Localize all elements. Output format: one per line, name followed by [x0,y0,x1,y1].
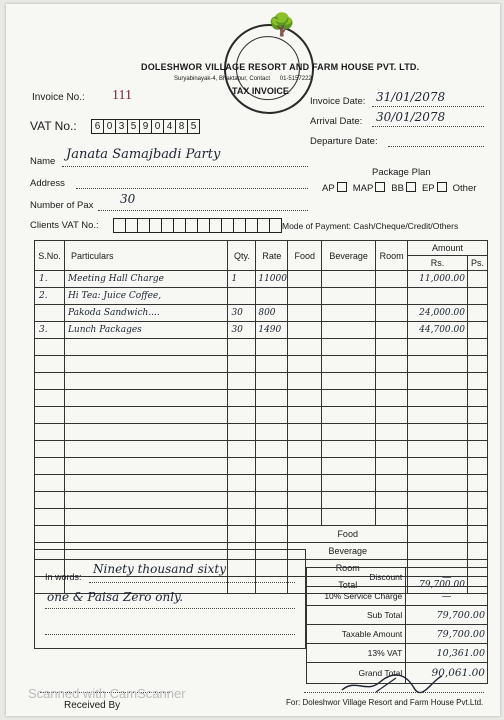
scanner-watermark: Scanned with CamScanner [28,686,186,701]
col-food: Food [288,241,322,271]
plan-bb-checkbox[interactable] [406,182,416,192]
for-company: For: Doleshwor Village Resort and Farm House Pvt.Ltd. [286,698,484,707]
pax-value: 30 [120,192,136,206]
arrival-date-value: 30/01/2078 [376,110,446,124]
invoice-no-label: Invoice No.: [32,92,85,103]
col-particulars: Particulars [64,241,228,271]
company-name: DOLESHWOR VILLAGE RESORT AND FARM HOUSE PVT. LTD. [141,62,420,72]
package-plan-label: Package Plan [372,167,431,178]
discount-row: Discount — [307,568,488,587]
address-label: Address [30,178,65,189]
table-row: 3. Lunch Packages 30 1490 44,700.00 [35,322,488,339]
in-words-label: In words: [45,572,82,582]
summary-row-beverage: Beverage [35,543,488,560]
summary-row-total: Total 79,700.00 [35,577,488,594]
totals-table [306,567,488,684]
clients-vat-label: Clients VAT No.: [30,220,99,231]
col-ps: Ps. [467,256,487,271]
summary-row-room: Room [35,560,488,577]
departure-date-label: Departure Date: [310,136,378,147]
table-row: 1. Meeting Hall Charge 1 11000 11,000.00 [35,271,488,288]
items-table [34,240,488,594]
summary-row-food: Food [35,526,488,543]
stamp-title: TAX INVOICE [232,86,289,96]
received-by: Received By [64,700,121,711]
arrival-date-label: Arrival Date: [310,116,363,127]
table-row: Pakoda Sandwich.... 30 800 24,000.00 [35,305,488,322]
col-amount: Amount [408,241,488,256]
col-sno: S.No. [35,241,65,271]
payment-mode: Mode of Payment: Cash/Cheque/Credit/Others [282,221,459,231]
name-value: Janata Samajbadi Party [66,147,221,162]
col-rs: Rs. [408,256,468,271]
grand-total-row: Grand Total 90,061.00 [307,663,488,684]
plan-map-checkbox[interactable] [375,182,385,192]
service-charge-row: 10% Service Charge — [307,587,488,606]
in-words-box [34,549,306,649]
name-label: Name [30,156,56,167]
vat-label: VAT No.: [30,119,77,133]
total-value: 79,700.00 [408,577,468,594]
invoice-date-value: 31/01/2078 [376,90,446,104]
vat-number: 6 0 3 5 9 0 4 8 5 [92,119,200,134]
col-rate: Rate [256,241,288,271]
in-words-line1: Ninety thousand sixty [93,562,226,576]
signature [336,668,446,698]
plan-ap-checkbox[interactable] [337,182,347,192]
totals-section [34,549,488,677]
taxable-amount-row: Taxable Amount 79,700.00 [307,625,488,644]
plan-ep-checkbox[interactable] [437,182,447,192]
table-row: 2. Hi Tea: Juice Coffee, [35,288,488,305]
vat-row: 13% VAT 10,361.00 [307,644,488,663]
invoice-no-value: 111 [112,88,132,103]
package-plan-options: AP MAP BB EP Other [322,183,477,194]
tree-logo-icon: 🌳 [268,12,296,37]
pax-label: Number of Pax [30,200,94,211]
subtotal-row: Sub Total 79,700.00 [307,606,488,625]
invoice-date-label: Invoice Date: [310,96,366,107]
col-qty: Qty. [228,241,256,271]
in-words-line2: one & Paisa Zero only. [47,590,184,604]
clients-vat-boxes [114,218,282,233]
col-beverage: Beverage [322,241,376,271]
company-address: Suryabinayak-4, Bhaktapur, Contact 01-5157222 [174,76,312,82]
col-room: Room [376,241,408,271]
invoice-paper [6,4,500,716]
